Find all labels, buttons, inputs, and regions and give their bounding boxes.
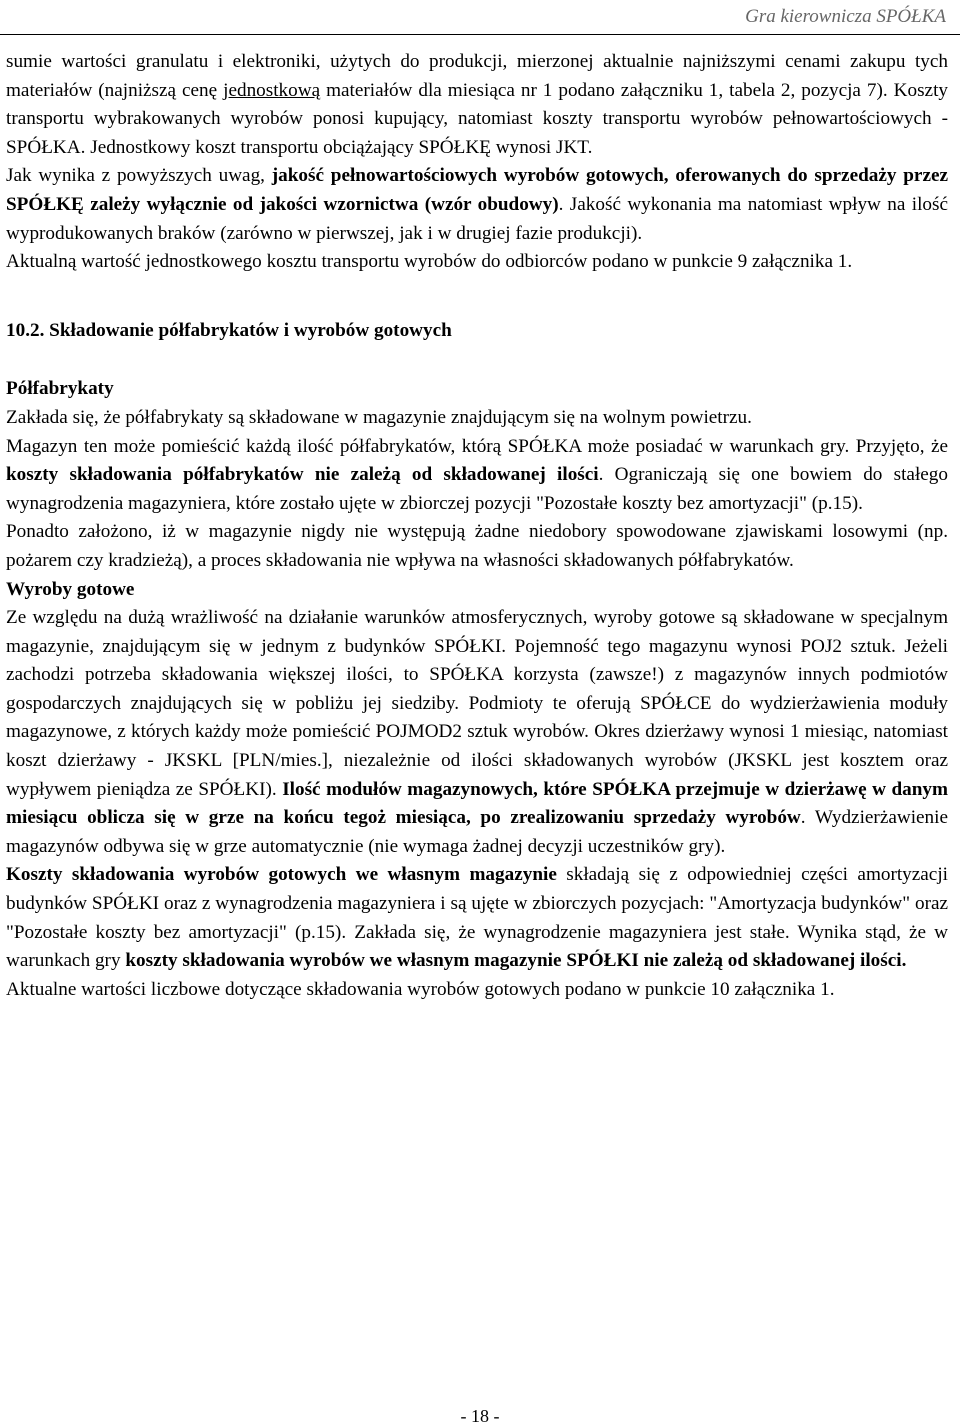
text-span: . Jakość wykonania ma natomiast wpływ na ilość wyprodukowanych braków (zarówno w pierwszej, jak i w drugiej fazie produkcji). xyxy=(6,193,948,244)
paragraph-own-warehouse-costs xyxy=(6,861,948,975)
bold-text: Ilość modułów magazynowych, które SPÓŁKA przejmuje w dzierżawę w danym miesiącu oblicza się w grze na końcu tegoż miesiąca, po zrealizowaniu sprzedaży wyrobów xyxy=(6,778,948,829)
document-body xyxy=(6,48,948,1004)
text-span: materiałów dla miesiąca nr 1 podano załączniku 1, tabela 2, pozycja 7). Koszty transportu wybrakowanych wyrobów ponosi kupujący, natomiast koszty transportu wyrobów pełnowartościowych - SPÓŁKA. Jednostkowy koszt transportu obciążający SPÓŁKĘ wynosi JKT. xyxy=(6,79,948,158)
bold-text: koszty składowania półfabrykatów nie zależą od składowanej ilości xyxy=(6,464,599,486)
paragraph-semiproducts-storage: Zakłada się, że półfabrykaty są składowane w magazynie znajdującym się na wolnym powietrzu. xyxy=(6,406,752,428)
spacer xyxy=(6,277,948,317)
subsection-heading-semiproducts: Półfabrykaty xyxy=(6,378,114,400)
text-span: Jak wynika z powyższych uwag, xyxy=(6,165,272,187)
paragraph-quality xyxy=(6,162,948,248)
text-span: składają się z odpowiedniej części amortyzacji budynków SPÓŁKI oraz z wynagrodzenia magazyniera i są ujęte w zbiorczych pozycjach: "Amortyzacja budynków" oraz "Pozostałe koszty bez amortyzacji" (p.15). Zakłada się, że wynagrodzenie magazyniera jest stałe. Wynika stąd, że w warunkach gry xyxy=(6,864,948,972)
bold-text: koszty składowania wyrobów we własnym magazynie SPÓŁKI nie zależą od składowanej ilości. xyxy=(125,950,907,972)
text-span: Ze względu na dużą wrażliwość na działanie warunków atmosferycznych, wyroby gotowe są składowane w specjalnym magazynie, znajdującym się w jednym z budynków SPÓŁKI. Pojemność tego magazynu wynosi POJ2 sztuk. Jeżeli zachodzi potrzeba składowania większej ilości, to SPÓŁKA korzysta (zawsze!) z magazynów innych podmiotów gospodarczych znajdujących się w pobliżu jej siedziby. Podmioty te oferują SPÓŁCE do wydzierżawienia moduły magazynowe, z których każdy może pomieścić POJMOD2 sztuk wyrobów. Okres dzierżawy wynosi 1 miesiąc, natomiast koszt dzierżawy - JKSKL [PLN/mies.], niezależnie od ilości składowanych wyrobów (JKSKL jest kosztem oraz wypływem pieniądza ze SPÓŁKI). xyxy=(6,607,948,800)
paragraph-no-shortages: Ponadto założono, iż w magazynie nigdy nie występują żadne niedobory spowodowane zjawiskami losowymi (np. pożarem czy kradzieżą), a proces składowania nie wpływa na własności składowanych półfabrykatów. xyxy=(6,521,948,571)
header-rule xyxy=(0,34,960,35)
subsection-heading-finished-goods: Wyroby gotowe xyxy=(6,578,135,600)
paragraph-current-values: Aktualne wartości liczbowe dotyczące składowania wyrobów gotowych podano w punkcie 10 załącznika 1. xyxy=(6,978,835,1000)
running-header: Gra kierownicza SPÓŁKA xyxy=(745,6,946,27)
paragraph-warehouse-capacity xyxy=(6,433,948,519)
text-span: . Wydzierżawienie magazynów odbywa się w grze automatycznie (nie wymaga żadnej decyzji uczestników gry). xyxy=(6,807,948,857)
underlined-term: jednostkową xyxy=(223,79,321,101)
bold-text: Koszty składowania wyrobów gotowych we własnym magazynie xyxy=(6,864,557,886)
page-number: - 18 - xyxy=(460,1406,500,1426)
paragraph-transport-costs xyxy=(6,48,948,162)
paragraph-finished-goods-storage xyxy=(6,604,948,861)
text-span: Magazyn ten może pomieścić każdą ilość półfabrykatów, którą SPÓŁKA może posiadać w warunkach gry. Przyjęto, że xyxy=(6,435,948,457)
paragraph-transport-unit-cost: Aktualną wartość jednostkowego kosztu transportu wyrobów do odbiorców podano w punkcie 9 załącznika 1. xyxy=(6,251,853,273)
bold-text: jakość pełnowartościowych wyrobów gotowych, oferowanych do sprzedaży przez SPÓŁKĘ zależy wyłącznie od jakości wzornictwa (wzór obudowy) xyxy=(6,165,948,215)
spacer xyxy=(6,345,948,375)
text-span: . Ograniczają się one bowiem do stałego wynagrodzenia magazyniera, które zostało ujęte w zbiorczej pozycji "Pozostałe koszty bez amortyzacji" (p.15). xyxy=(6,464,948,514)
text-span: sumie wartości granulatu i elektroniki, użytych do produkcji, mierzonej aktualnie najniższymi cenami zakupu tych materiałów (najniższą cenę xyxy=(6,51,948,101)
section-title: 10.2. Składowanie półfabrykatów i wyrobów gotowych xyxy=(6,319,452,341)
